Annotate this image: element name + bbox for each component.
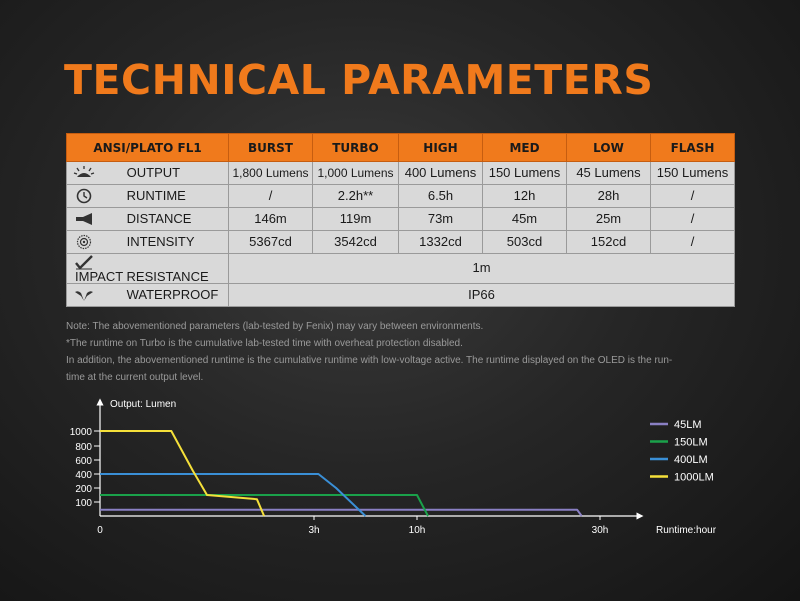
table-cell: 45 Lumens xyxy=(567,162,651,185)
table-cell: 400 Lumens xyxy=(399,162,483,185)
table-cell: 3542cd xyxy=(313,231,399,254)
header-cell: ANSI/PLATO FL1 xyxy=(67,134,229,162)
table-cell: / xyxy=(651,208,735,231)
table-cell: / xyxy=(229,185,313,208)
table-cell: 5367cd xyxy=(229,231,313,254)
table-cell: 2.2h** xyxy=(313,185,399,208)
legend-label: 400LM xyxy=(674,454,708,466)
table-cell: 150 Lumens xyxy=(483,162,567,185)
legend xyxy=(650,419,714,484)
table-cell: 119m xyxy=(313,208,399,231)
table-cell: 25m xyxy=(567,208,651,231)
table-cell: 503cd xyxy=(483,231,567,254)
table-cell: 28h xyxy=(567,185,651,208)
x-tick-label: 0 xyxy=(97,525,103,536)
table-cell: 45m xyxy=(483,208,567,231)
table-cell: 1m xyxy=(229,254,735,284)
x-tick-label: 10h xyxy=(408,525,426,536)
table-cell: 12h xyxy=(483,185,567,208)
legend-label: 45LM xyxy=(674,419,702,431)
legend-label: 1000LM xyxy=(674,471,714,484)
note-line: *The runtime on Turbo is the cumulative lab-tested time with overheat protection disabled. xyxy=(66,338,463,349)
table-cell: IP66 xyxy=(229,283,735,306)
x-axis-label: Runtime:hour xyxy=(656,525,717,536)
table-cell: 6.5h xyxy=(399,185,483,208)
legend-label: 150LM xyxy=(674,436,708,449)
x-tick-label: 30h xyxy=(591,525,609,536)
table-cell: 150 Lumens xyxy=(651,162,735,185)
row-label-text: RUNTIME xyxy=(126,188,186,203)
table-cell: 1332cd xyxy=(399,231,483,254)
table-cell: / xyxy=(651,185,735,208)
note-line: time at the current output level. xyxy=(66,372,204,383)
table-cell: 1,800 Lumens xyxy=(229,162,313,185)
y-tick-label: 600 xyxy=(75,456,92,467)
y-tick-label: 1000 xyxy=(69,427,92,438)
note-line: In addition, the abovementioned runtime is the cumulative runtime with low-voltage active. The runtime displayed on the OLED is the run- xyxy=(66,355,673,366)
row-label-text: INTENSITY xyxy=(126,234,195,249)
series-line-45lm xyxy=(100,510,582,516)
table-cell: / xyxy=(651,231,735,254)
row-label-text: DISTANCE xyxy=(126,211,192,226)
table-cell: 146m xyxy=(229,208,313,231)
y-tick-label: 400 xyxy=(75,470,92,481)
y-tick-label: 100 xyxy=(75,498,92,509)
x-tick-label: 3h xyxy=(308,525,320,536)
series-line-150lm xyxy=(100,495,428,516)
header-cell: BURST xyxy=(229,134,313,162)
y-tick-label: 200 xyxy=(75,484,92,495)
plot-area xyxy=(70,427,609,536)
header-cell: TURBO xyxy=(313,134,399,162)
note-line: Note: The abovementioned parameters (lab-tested by Fenix) may vary between environments. xyxy=(66,321,484,332)
row-label-text: IMPACT RESISTANCE xyxy=(75,268,209,284)
header-cell: LOW xyxy=(567,134,651,162)
row-label-text: WATERPROOF xyxy=(126,286,219,302)
table-cell: 152cd xyxy=(567,231,651,254)
table-cell: 1,000 Lumens xyxy=(313,162,399,185)
page-title: TECHNICAL PARAMETERS xyxy=(64,56,654,104)
y-tick-label: 800 xyxy=(75,442,92,453)
y-axis-label: Output: Lumen xyxy=(110,399,177,410)
header-cell: MED xyxy=(483,134,567,162)
header-cell: FLASH xyxy=(651,134,735,162)
table-cell: 73m xyxy=(399,208,483,231)
row-label-text: OUTPUT xyxy=(126,165,181,180)
header-cell: HIGH xyxy=(399,134,483,162)
